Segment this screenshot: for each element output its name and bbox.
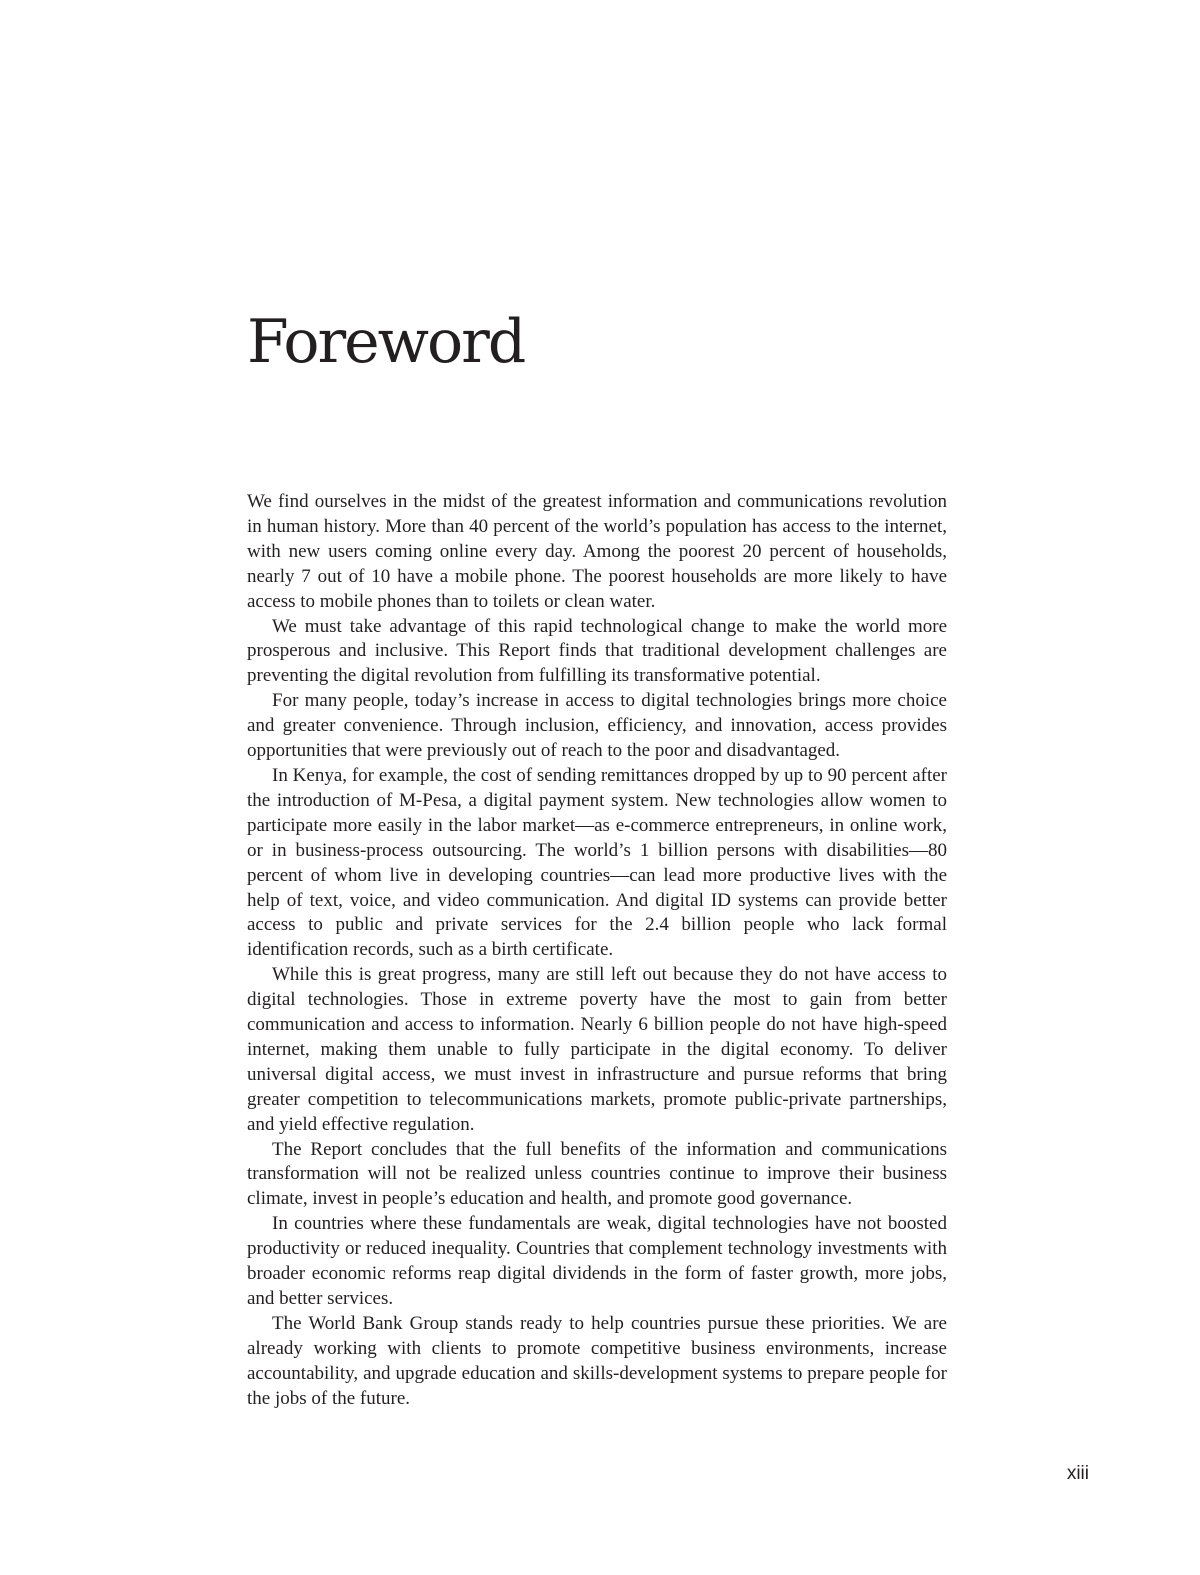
paragraph: In countries where these fundamentals are weak, digital technologies have not boosted productivity or reduced inequality. Countries that complement technology investments with broader economic reforms reap digital dividends in the form of faster growth, more jobs, and better services.: [247, 1213, 947, 1309]
paragraph: The Report concludes that the full benefits of the information and communications transformation will not be realized unless countries continue to improve their business climate, invest in people’s education and health, and promote good governance.: [247, 1138, 947, 1210]
foreword-body: [247, 490, 947, 1412]
page-title: Foreword: [247, 307, 525, 377]
paragraph: We must take advantage of this rapid technological change to make the world more prosperous and inclusive. This Report finds that traditional development challenges are preventing the digital revolution from fulfilling its transformative potential.: [247, 615, 947, 687]
paragraph: For many people, today’s increase in access to digital technologies brings more choice and greater convenience. Through inclusion, efficiency, and innovation, access provides opportunities that were previously out of reach to the poor and disadvantaged.: [247, 690, 947, 762]
page-number: xiii: [1066, 1463, 1089, 1484]
paragraph: We find ourselves in the midst of the greatest information and communications revolution in human history. More than 40 percent of the world’s population has access to the internet, with new users coming online every day. Among the poorest 20 percent of households, nearly 7 out of 10 have a mobile phone. The poorest households are more likely to have access to mobile phones than to toilets or clean water.: [247, 491, 947, 612]
paragraph: While this is great progress, many are still left out because they do not have access to digital technologies. Those in extreme poverty have the most to gain from better communication and access to information. Nearly 6 billion people do not have high-speed internet, making them unable to fully participate in the digital economy. To deliver universal digital access, we must invest in infrastructure and pursue reforms that bring greater competition to telecommunications markets, promote public-private partnerships, and yield effective regulation.: [247, 964, 947, 1135]
paragraph: In Kenya, for example, the cost of sending remittances dropped by up to 90 percent after the introduction of M-Pesa, a digital payment system. New technologies allow women to participate more easily in the labor market—as e-commerce entrepreneurs, in online work, or in business-process outsourcing. The world’s 1 billion persons with disabilities—80 percent of whom live in developing countries—can lead more productive lives with the help of text, voice, and video communication. And digital ID systems can provide better access to public and private services for the 2.4 billion people who lack formal identification records, such as a birth certificate.: [247, 764, 947, 961]
paragraph: The World Bank Group stands ready to help countries pursue these priorities. We are already working with clients to promote competitive business environments, increase accountability, and upgrade education and skills-development systems to prepare people for the jobs of the future.: [247, 1312, 947, 1409]
